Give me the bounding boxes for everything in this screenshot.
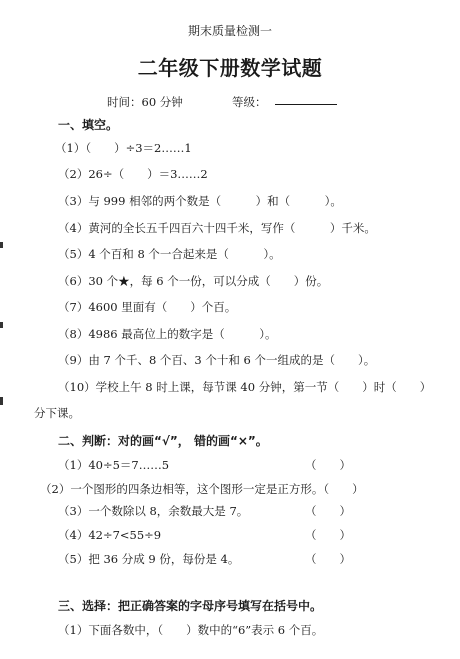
section-3-heading: 三、选择：把正确答案的字母序号填写在括号中。 [58, 599, 323, 613]
scan-edge-mark [0, 242, 3, 248]
judge-item-3: （3）一个数除以 8，余数最大是 7。 [58, 504, 249, 518]
section-2-heading: 二、判断：对的画“√”， 错的画“×”。 [58, 434, 268, 448]
fill-item-6: （6）30 个★，每 6 个一份，可以分成（ ）份。 [58, 274, 329, 288]
fill-item-7: （7）4600 里面有（ ）个百。 [58, 300, 237, 314]
fill-item-5: （5）4 个百和 8 个一合起来是（ ）。 [58, 247, 281, 261]
judge-item-1-mark: （ ） [305, 458, 351, 472]
judge-item-2: （2）一个图形的四条边相等，这个图形一定是正方形。（ ） [40, 482, 364, 496]
section-1-heading: 一、填空。 [58, 118, 119, 132]
judge-item-5-mark: （ ） [305, 552, 351, 566]
fill-item-2: （2）26÷（ ）＝3……2 [58, 167, 208, 181]
grade-blank-line [275, 103, 337, 105]
exam-subtitle: 期末质量检测一 [187, 24, 272, 38]
fill-item-8: （8）4986 最高位上的数字是（ ）。 [58, 327, 277, 341]
judge-item-4-mark: （ ） [305, 528, 351, 542]
fill-item-3: （3）与 999 相邻的两个数是（ ）和（ ）。 [58, 194, 342, 208]
fill-item-10-continued: 分下课。 [34, 406, 80, 420]
grade-label-text: 等级： [232, 95, 267, 109]
judge-item-3-mark: （ ） [305, 504, 351, 518]
judge-item-5: （5）把 36 分成 9 份，每份是 4。 [58, 552, 240, 566]
choice-item-1: （1）下面各数中，（ ）数中的“6”表示 6 个百。 [58, 623, 324, 637]
page-title: 二年级下册数学试题 [137, 56, 323, 80]
scan-edge-mark [0, 397, 3, 405]
judge-item-4: （4）42÷7<55÷9 [58, 528, 162, 542]
fill-item-10: （10）学校上午 8 时上课，每节课 40 分钟，第一节（ ）时（ ） [58, 380, 432, 394]
fill-item-1: （1）（ ）÷3＝2……1 [55, 141, 192, 155]
judge-item-1: （1）40÷5＝7……5 [58, 458, 170, 472]
grade-label [232, 94, 337, 110]
fill-item-9: （9）由 7 个千、8 个百、3 个十和 6 个一组成的是（ ）。 [58, 353, 376, 367]
scan-edge-mark [0, 322, 3, 328]
time-label: 时间：60 分钟 [107, 95, 183, 109]
fill-item-4: （4）黄河的全长五千四百六十四千米，写作（ ）千米。 [58, 221, 376, 235]
